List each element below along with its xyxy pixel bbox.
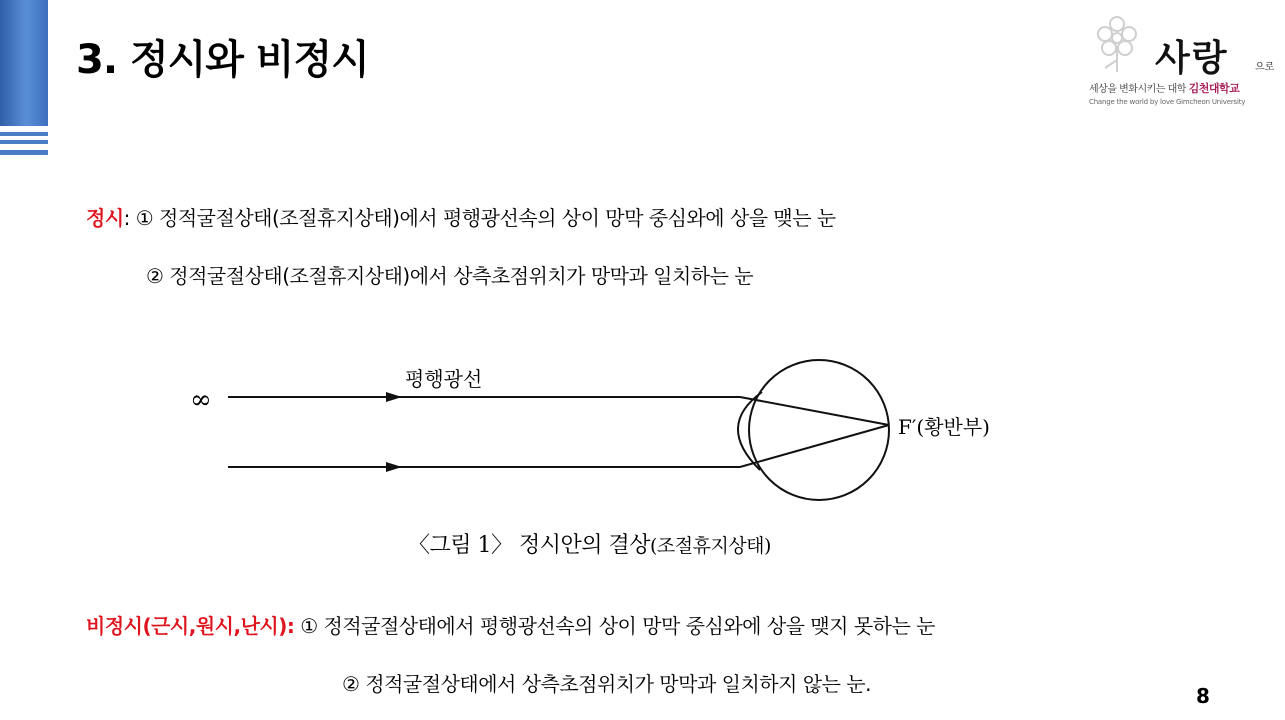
logo-school-name: 김천대학교 bbox=[1188, 82, 1240, 95]
figure-caption-sub: (조절휴지상태) bbox=[650, 535, 771, 557]
figure-caption-main: 〈그림 1〉 정시안의 결상 bbox=[408, 533, 650, 558]
parallel-ray-label: 평행광선 bbox=[405, 367, 483, 391]
flower-emblem-icon bbox=[1089, 12, 1145, 74]
slide-title: 3. 정시와 비정시 bbox=[76, 37, 369, 83]
left-accent-bar bbox=[0, 0, 48, 126]
emmetropia-separator: : bbox=[123, 206, 130, 230]
logo-tagline bbox=[1089, 80, 1239, 96]
focal-point-label: F′(황반부) bbox=[898, 415, 990, 439]
arrowhead-bottom-icon bbox=[386, 462, 402, 472]
refracted-ray-bottom bbox=[740, 425, 889, 467]
infinity-symbol: ∞ bbox=[190, 385, 212, 415]
logo-script-text: 사랑 bbox=[1155, 37, 1229, 79]
logo-suffix: 으로 bbox=[1255, 62, 1275, 73]
accent-stripe bbox=[0, 150, 48, 155]
logo-tagline-en: Change the world by love Gimcheon University bbox=[1089, 98, 1246, 106]
ametropia-line-1 bbox=[86, 610, 935, 639]
accent-stripe bbox=[0, 140, 48, 144]
ametropia-item-2: ② 정적굴절상태에서 상측초점위치가 망막과 일치하지 않는 눈. bbox=[342, 672, 871, 696]
university-logo bbox=[1085, 12, 1275, 112]
accent-stripe bbox=[0, 132, 48, 136]
figure-caption bbox=[408, 528, 771, 559]
emmetropia-item-1: ① 정적굴절상태(조절휴지상태)에서 평행광선속의 상이 망막 중심와에 상을 맺는 눈 bbox=[135, 206, 836, 230]
ametropia-item-1: ① 정적굴절상태에서 평행광선속의 상이 망막 중심와에 상을 맺지 못하는 눈 bbox=[300, 614, 935, 638]
emmetropia-item-2: ② 정적굴절상태(조절휴지상태)에서 상측초점위치가 망막과 일치하는 눈 bbox=[146, 264, 754, 288]
arrowhead-top-icon bbox=[386, 392, 402, 402]
page-number: 8 bbox=[1196, 684, 1210, 708]
ametropia-label: 비정시(근시,원시,난시): bbox=[86, 614, 295, 638]
emmetropia-label: 정시 bbox=[86, 206, 124, 230]
refracted-ray-top bbox=[740, 397, 889, 425]
logo-tagline-ko: 세상을 변화시키는 대학 bbox=[1089, 84, 1186, 95]
emmetropia-line-1 bbox=[86, 202, 836, 231]
